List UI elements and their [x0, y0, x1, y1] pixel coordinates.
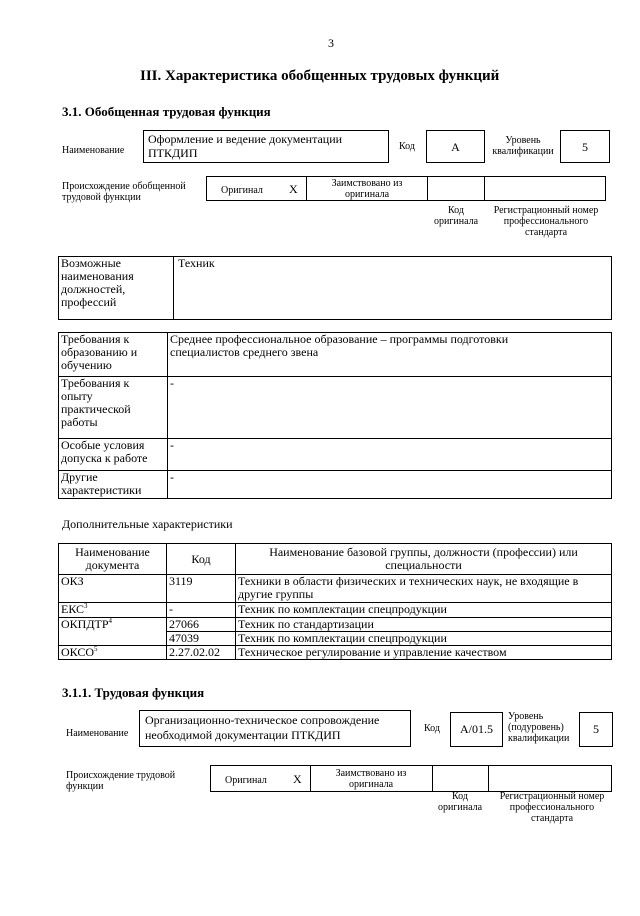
section-title: III. Характеристика обобщенных трудовых функций	[140, 68, 500, 84]
gtf-original-label: Оригинал	[221, 185, 263, 196]
tf-reg-caption	[490, 791, 614, 824]
eks-doc	[59, 603, 167, 618]
gtf-code-value: А	[451, 140, 460, 154]
req-other-label-1: Другие	[61, 470, 98, 484]
additional-head-code: Код	[167, 544, 236, 575]
req-education-label-2: образованию и	[61, 345, 138, 359]
gtf-original-mark: X	[289, 182, 298, 196]
okpdtr-footnote-mark: 4	[108, 617, 113, 625]
gtf-borrowed-2: оригинала	[344, 189, 390, 200]
req-other-label-2: характеристики	[61, 483, 142, 497]
req-other-value: -	[168, 471, 612, 499]
okz-name-1: Техники в области физических и технических наук, не входящие в	[238, 574, 579, 588]
okz-doc: ОКЗ	[59, 575, 167, 603]
positions-label-3: должностей,	[61, 282, 126, 296]
req-education-label-1: Требования к	[61, 332, 130, 346]
gtf-name-field	[143, 130, 389, 163]
gtf-name-label: Наименование	[62, 145, 125, 156]
okso-name: Техническое регулирование и управление качеством	[236, 646, 612, 660]
req-other-label	[59, 471, 168, 499]
tf-borrowed-label	[311, 768, 431, 790]
additional-head-name-2: специальности	[385, 558, 462, 572]
tf-reg-2: профессионального	[509, 802, 595, 813]
req-education-value-2: специалистов среднего звена	[170, 345, 319, 359]
additional-table	[58, 543, 612, 660]
tf-name-label: Наименование	[66, 728, 129, 739]
req-admission-label-2: допуска к работе	[61, 451, 148, 465]
req-admission-label-1: Особые условия	[61, 438, 145, 452]
tf-level-field	[579, 712, 613, 747]
eks-footnote-mark: 3	[84, 602, 88, 610]
positions-label-4: профессий	[61, 295, 117, 309]
tf-level-label-2: (подуровень)	[508, 722, 564, 733]
gtf-orig-code-caption	[427, 205, 485, 227]
tf-origin-label-1: Происхождение трудовой	[66, 770, 176, 781]
req-experience-label-4: работы	[61, 415, 98, 429]
req-experience-value: -	[168, 377, 612, 439]
tf-code-field	[450, 712, 503, 747]
tf-code-label: Код	[424, 723, 440, 734]
eks-name: Техник по комплектации спецпродукции	[236, 603, 612, 618]
eks-doc-text: ЕКС	[61, 602, 85, 616]
tf-original-label: Оригинал	[225, 775, 267, 786]
tf-reg-1: Регистрационный номер	[499, 791, 605, 802]
page-number: 3	[328, 36, 334, 50]
gtf-level-label-1: Уровень	[505, 135, 541, 146]
gtf-level-label	[486, 135, 560, 157]
gtf-reg-3: стандарта	[524, 227, 568, 238]
req-education-value-1: Среднее профессиональное образование – программы подготовки	[170, 332, 509, 346]
gtf-orig-code-1: Код	[448, 205, 464, 216]
okz-name-2: другие группы	[238, 587, 314, 601]
okso-doc-text: ОКСО	[61, 645, 95, 659]
tf-level-value: 5	[593, 722, 599, 736]
req-experience-label	[59, 377, 168, 439]
okpdtr-code-1: 27066	[167, 618, 236, 632]
gtf-name-line-1: Оформление и ведение документации	[148, 132, 343, 146]
tf-level-label-3: квалификации	[508, 733, 570, 744]
gtf-reg-1: Регистрационный номер	[493, 205, 599, 216]
okso-footnote-mark: 5	[94, 645, 98, 653]
tf-orig-code-2: оригинала	[437, 802, 483, 813]
okz-name	[236, 575, 612, 603]
gtf-code-label: Код	[399, 141, 415, 152]
positions-label-1: Возможные	[61, 256, 121, 270]
req-admission-value: -	[168, 439, 612, 471]
tf-level-label	[508, 711, 569, 744]
tf-orig-code-caption	[431, 791, 489, 813]
gtf-level-value: 5	[582, 140, 588, 154]
tf-origin-table	[210, 765, 612, 792]
okpdtr-name-2: Техник по комплектации спецпродукции	[236, 632, 612, 646]
tf-reg-3: стандарта	[530, 813, 574, 824]
gtf-borrowed-1: Заимствовано из	[331, 178, 403, 189]
positions-label-2: наименования	[61, 269, 134, 283]
req-education-label-3: обучению	[61, 358, 112, 372]
positions-value: Техник	[174, 257, 612, 320]
additional-head-doc	[59, 544, 167, 575]
gtf-origin-table	[206, 176, 606, 201]
req-education-value	[168, 333, 612, 377]
additional-head-name	[236, 544, 612, 575]
req-experience-label-1: Требования к	[61, 376, 130, 390]
tf-code-value: А/01.5	[460, 722, 493, 736]
gtf-origin-label-1: Происхождение обобщенной	[62, 181, 186, 192]
req-admission-label	[59, 439, 168, 471]
positions-table	[58, 256, 612, 320]
additional-head-name-1: Наименование базовой группы, должности (профессии) или	[269, 545, 578, 559]
okpdtr-doc-text: ОКПДТР	[61, 617, 109, 631]
req-education-label	[59, 333, 168, 377]
gtf-borrowed-label	[307, 178, 427, 200]
gtf-reg-caption	[484, 205, 608, 238]
okso-code: 2.27.02.02	[167, 646, 236, 660]
tf-orig-code-1: Код	[452, 791, 468, 802]
positions-label	[59, 257, 174, 320]
tf-level-label-1: Уровень	[508, 711, 544, 722]
okso-doc	[59, 646, 167, 660]
tf-name-line-1: Организационно-техническое сопровождение	[145, 713, 380, 727]
additional-head-doc-1: Наименование	[75, 545, 150, 559]
gtf-level-label-2: квалификации	[492, 146, 554, 157]
tf-name-line-2: необходимой документации ПТКДИП	[145, 728, 341, 742]
tf-original-mark: X	[293, 772, 302, 786]
tf-name-field	[139, 710, 411, 747]
gtf-code-field	[426, 130, 485, 163]
okz-code: 3119	[167, 575, 236, 603]
tf-borrowed-2: оригинала	[348, 779, 394, 790]
eks-code: -	[167, 603, 236, 618]
gtf-name-line-2: ПТКДИП	[148, 146, 198, 160]
gtf-orig-code-2: оригинала	[433, 216, 479, 227]
okpdtr-code-2: 47039	[167, 632, 236, 646]
gtf-heading: 3.1. Обобщенная трудовая функция	[62, 104, 271, 119]
additional-title: Дополнительные характеристики	[62, 517, 233, 531]
tf-origin-label-2: функции	[66, 781, 104, 792]
gtf-origin-label-2: трудовой функции	[62, 192, 141, 203]
okpdtr-doc	[59, 618, 167, 646]
requirements-table	[58, 332, 612, 499]
gtf-level-field	[560, 130, 610, 163]
tf-heading: 3.1.1. Трудовая функция	[62, 685, 205, 700]
req-experience-label-2: опыту	[61, 389, 93, 403]
okpdtr-name-1: Техник по стандартизации	[236, 618, 612, 632]
additional-head-doc-2: документа	[85, 558, 140, 572]
req-experience-label-3: практической	[61, 402, 131, 416]
gtf-reg-2: профессионального	[503, 216, 589, 227]
tf-borrowed-1: Заимствовано из	[335, 768, 407, 779]
